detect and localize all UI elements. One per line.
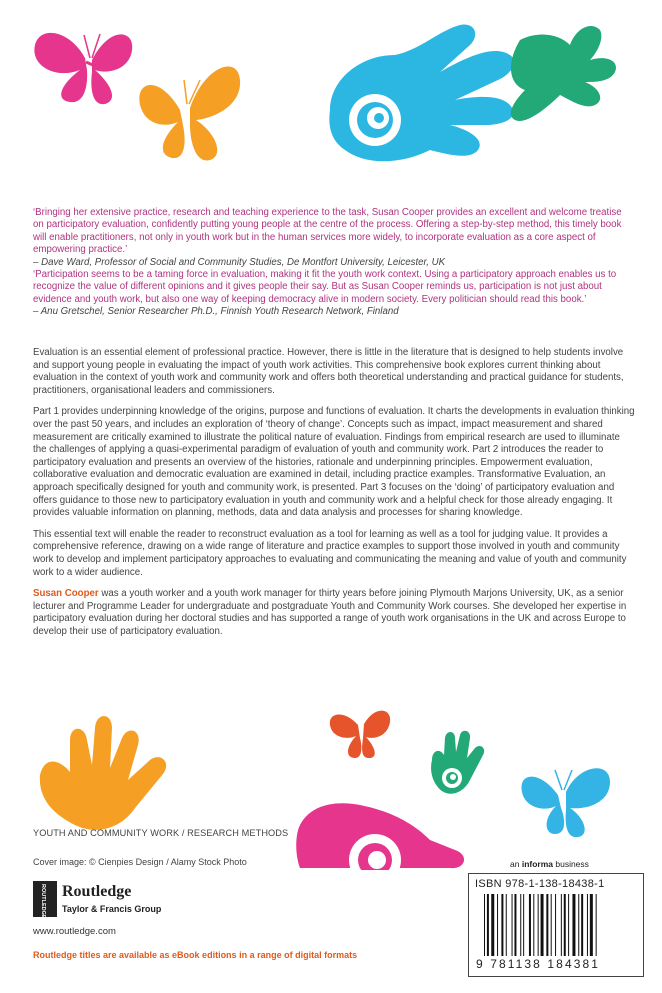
- informa-tagline: [510, 859, 589, 869]
- barcode-bar: [564, 894, 566, 956]
- barcode: [484, 894, 634, 956]
- blurb-paragraph-2: Part 1 provides underpinning knowledge of the origins, purpose and functions of evaluation. It charts the developments in evaluation thinking over the past 50 years, and includes an exploration of ‘theory of change’. Concepts such as impact, impact measurement and shared measurement are critically examined to illustrate the political nature of evaluation. Findings from empirical research are used to illuminate the challenges of applying a quasi-experimental paradigm of evaluation of youth and community work. Part 2 introduces the reader to participatory evaluation and presents an overview of the histories, rationale and underpinning principles. Empowerment evaluation, collaborative evaluation and democratic evaluation are examined in detail, including practice examples. Transformative Evaluation, an approach specifically designed for youth and community work, is presented. Part 3 focuses on the ‘doing’ of participatory evaluation and offers guidance to those new to participatory evaluation in youth and community work and a helpful check for those already engaging. It provides valuable information on planning, methods, data and data analysis and processes for sharing knowledge.: [33, 406, 635, 519]
- blurb-paragraph-3: This essential text will enable the reader to reconstruct evaluation as a tool for learning as well as a tool for judging value. It provides a comprehensive reference, drawing on a wide range of literature and practice examples to support those involved in youth and community work to develop and implement participatory approaches to evaluating and communicating the meaning and value of youth and community work to a wider audience.: [33, 528, 627, 578]
- publisher-website[interactable]: www.routledge.com: [33, 926, 116, 937]
- barcode-bar: [529, 894, 531, 956]
- barcode-bar: [487, 894, 489, 956]
- barcode-bar: [520, 894, 521, 956]
- cyan-hand-icon: [329, 25, 514, 162]
- top-illustrations: [0, 0, 662, 200]
- author-name: Susan Cooper: [33, 588, 99, 600]
- barcode-bar: [491, 894, 494, 956]
- informa-suffix: business: [553, 859, 589, 869]
- review-quote-1-attribution: – Dave Ward, Professor of Social and Community Studies, De Montfort University, Leicester, UK: [33, 256, 446, 268]
- review-quote-2-attribution: – Anu Gretschel, Senior Researcher Ph.D., Finnish Youth Research Network, Finland: [33, 306, 399, 318]
- isbn-label: ISBN 978-1-138-18438-1: [475, 878, 605, 890]
- barcode-bar: [587, 894, 588, 956]
- barcode-bar: [533, 894, 534, 956]
- review-quote-2-text: ‘Participation seems to be a taming force in evaluation, making it fit the youth work context. Using a participatory approach enables us to recognize the value of different opinions and it gives people their say. But as Susan Cooper reminds us, participation is not just about evidence and youth work, but also one way of keeping democracy alive in modern society. Every politician should read this book.’: [33, 269, 617, 305]
- barcode-bar: [538, 894, 539, 956]
- bottom-illustrations: [0, 700, 662, 870]
- review-quote-2: [33, 269, 633, 319]
- barcode-bar: [514, 894, 516, 956]
- barcode-digits: 9 781138 184381: [476, 957, 601, 971]
- barcode-bar: [555, 894, 556, 956]
- routledge-logo-text: ROUTLEDGE: [40, 884, 46, 917]
- series-label: YOUTH AND COMMUNITY WORK / RESEARCH METHODS: [33, 828, 289, 838]
- publisher-subtitle: Taylor & Francis Group: [62, 904, 162, 914]
- routledge-logo-icon: [33, 881, 57, 917]
- barcode-bar: [572, 894, 575, 956]
- barcode-bar: [590, 894, 593, 956]
- green-spiral-hand-icon: [431, 731, 484, 794]
- barcode-bar: [497, 894, 498, 956]
- review-quote-1: [33, 207, 633, 269]
- informa-prefix: an: [510, 859, 522, 869]
- barcode-bar: [551, 894, 552, 956]
- magenta-butterfly-icon: [34, 33, 132, 104]
- cover-credit: Cover image: © Cienpies Design / Alamy Stock Photo: [33, 857, 247, 867]
- magenta-hand-icon: [296, 803, 464, 870]
- author-bio-text: was a youth worker and a youth work manager for thirty years before joining Plymouth Marjons University, UK, as a senior lecturer and Programme Leader for undergraduate and postgraduate Youth and Community Work courses. She developed her expertise in participatory evaluation during her doctoral studies and has supported a range of youth work organisations in the UK and across Europe to develop their use of participatory evaluation.: [33, 588, 627, 637]
- barcode-bar: [581, 894, 583, 956]
- barcode-bar: [512, 894, 513, 956]
- review-quote-1-text: ‘Bringing her extensive practice, research and teaching experience to the task, Susan Cooper provides an excellent and welcome treatise on participatory evaluation, confidently putting young people at the centre of the process. Offering a step-by-step method, this timely book will enable practitioners, not only in youth work but in the human services more widely, to incorporate evaluation as a core aspect of empowering practice.’: [33, 207, 622, 256]
- barcode-bar: [523, 894, 524, 956]
- barcode-bar: [484, 894, 485, 956]
- blurb-paragraph-1: Evaluation is an essential element of professional practice. However, there is little in the literature that is designed to help students involve and support young people in evaluating the impact of youth work activities. This comprehensive book explores current thinking about evaluation in the context of youth work and community work and offers both theoretical understanding and practical guidance for students, practitioners, organisational leaders and commissioners.: [33, 347, 624, 396]
- ebook-note: Routledge titles are available as eBook editions in a range of digital formats: [33, 950, 358, 960]
- orange-hand-icon: [40, 716, 166, 830]
- barcode-bar: [568, 894, 569, 956]
- barcode-bar: [541, 894, 544, 956]
- routledge-logo: [33, 881, 57, 917]
- green-hand-icon: [511, 26, 616, 121]
- barcode-bar: [578, 894, 579, 956]
- lightblue-butterfly-icon: [522, 768, 610, 837]
- red-butterfly-icon: [330, 711, 390, 758]
- barcode-bar: [506, 894, 507, 956]
- barcode-bar: [546, 894, 548, 956]
- blurb: [33, 347, 635, 647]
- publisher-name: Routledge: [62, 883, 132, 900]
- barcode-bar: [561, 894, 562, 956]
- barcode-bar: [501, 894, 503, 956]
- barcode-bar: [596, 894, 597, 956]
- author-bio: [33, 588, 635, 638]
- orange-butterfly-icon: [139, 67, 240, 161]
- informa-brand: informa: [521, 859, 553, 869]
